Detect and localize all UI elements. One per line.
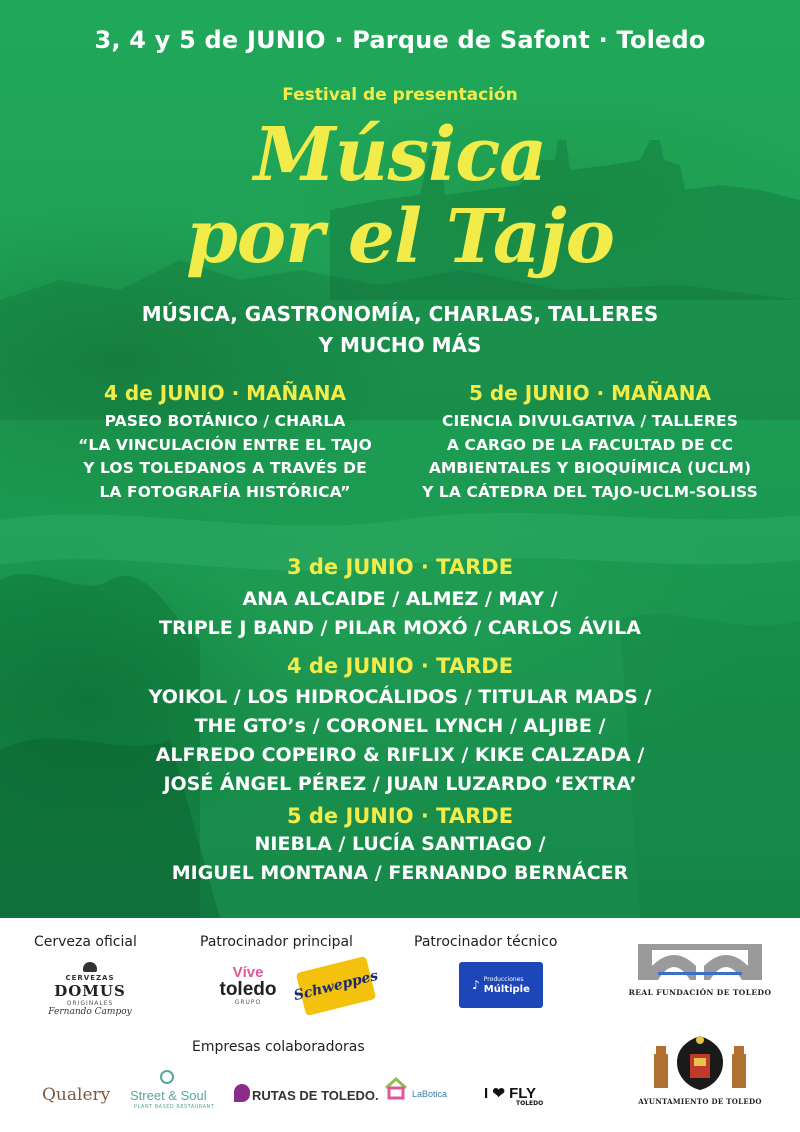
dates-venue-line: 3, 4 y 5 de JUNIO · Parque de Safont · Toledo	[94, 26, 706, 54]
label-collaborators: Empresas colaboradoras	[192, 1039, 365, 1055]
morning-line: “LA VINCULACIÓN ENTRE EL TAJO	[78, 435, 372, 454]
domus-logo	[40, 958, 140, 1020]
morning-line: A CARGO DE LA FACULTAD DE CC	[446, 435, 734, 454]
street-soul-subtext: PLANT BASED RESTAURANT	[134, 1104, 215, 1110]
fly-toledo-subtext: TOLEDO	[516, 1100, 544, 1107]
street-soul-logo: Street & Soul	[130, 1088, 207, 1103]
lineup-line: TRIPLE J BAND / PILAR MOXÓ / CARLOS ÁVILA	[159, 617, 641, 639]
morning-line: Y LOS TOLEDANOS A TRAVÉS DE	[83, 459, 367, 477]
multiple-icon: ♪	[472, 978, 480, 992]
toledo-coat-of-arms-icon	[652, 1032, 748, 1094]
label-beer-sponsor: Cerveza oficial	[34, 934, 137, 950]
afternoon-heading-june-4: 4 de JUNIO · TARDE	[286, 654, 514, 678]
street-soul-icon	[160, 1070, 174, 1084]
domus-emblem-icon	[83, 962, 97, 972]
vive-word: Víve	[232, 964, 264, 981]
lineup-line: ANA ALCAIDE / ALMEZ / MAY /	[242, 588, 558, 610]
morning-june-4	[45, 378, 405, 504]
domus-name-text: DOMUS	[54, 981, 126, 1000]
real-fundacion-label: REAL FUNDACIÓN DE TOLEDO	[628, 988, 772, 997]
multiple-small-text: Producciones	[483, 975, 524, 983]
morning-line: CIENCIA DIVULGATIVA / TALLERES	[442, 412, 738, 430]
producciones-multiple-logo	[459, 962, 543, 1008]
rutas-pin-icon	[234, 1084, 250, 1102]
morning-line: AMBIENTALES Y BIOQUÍMICA (UCLM)	[428, 459, 752, 477]
lineup-june-5	[0, 830, 800, 888]
afternoon-heading-june-3: 3 de JUNIO · TARDE	[286, 555, 514, 579]
bridge-emblem-icon	[638, 944, 762, 984]
morning-body	[45, 410, 405, 504]
labotica-logo: LaBotica	[412, 1089, 448, 1099]
morning-heading: 5 de JUNIO · MAÑANA	[469, 381, 711, 405]
lineup-line: YOIKOL / LOS HIDROCÁLIDOS / TITULAR MADS /	[148, 686, 652, 708]
festival-kicker: Festival de presentación	[282, 85, 518, 105]
lineup-line: NIEBLA / LUCÍA SANTIAGO /	[254, 833, 546, 855]
title-line-2: por el Tajo	[186, 194, 614, 280]
morning-line: PASEO BOTÁNICO / CHARLA	[104, 412, 346, 430]
morning-line: Y LA CÁTEDRA DEL TAJO-UCLM-SOLISS	[422, 482, 758, 501]
morning-heading: 4 de JUNIO · MAÑANA	[104, 381, 346, 405]
morning-body	[410, 410, 770, 504]
label-technical-sponsor: Patrocinador técnico	[414, 934, 558, 950]
lineup-line: JOSÉ ÁNGEL PÉREZ / JUAN LUZARDO ‘EXTRA’	[163, 773, 637, 795]
title-line-1: Música	[253, 112, 547, 198]
lineup-june-4	[0, 683, 800, 799]
toledo-word: toledo	[219, 979, 277, 1000]
subtitle-line-1: MÚSICA, GASTRONOMÍA, CHARLAS, TALLERES	[141, 302, 659, 326]
ayuntamiento-label: AYUNTAMIENTO DE TOLEDO	[638, 1097, 762, 1106]
lineup-line: MIGUEL MONTANA / FERNANDO BERNÁCER	[171, 862, 629, 884]
lineup-line: THE GTO’s / CORONEL LYNCH / ALJIBE /	[194, 715, 606, 737]
morning-june-5	[410, 378, 770, 504]
domus-signature: Fernando Campoy	[48, 1006, 132, 1017]
vive-toledo-logo	[208, 962, 288, 1010]
subtitle-line-2: Y MUCHO MÁS	[318, 333, 482, 357]
domus-top-text: CERVEZAS	[65, 973, 115, 982]
labotica-house-icon	[384, 1076, 408, 1100]
qualery-logo: Qualery	[42, 1085, 111, 1105]
grupo-word: GRUPO	[234, 999, 262, 1006]
label-main-sponsor: Patrocinador principal	[200, 934, 353, 950]
fly-toledo-logo: I ❤ FLY	[484, 1085, 537, 1102]
afternoon-heading-june-5: 5 de JUNIO · TARDE	[286, 804, 514, 828]
subtitle	[0, 299, 800, 361]
morning-line: LA FOTOGRAFÍA HISTÓRICA”	[99, 482, 351, 501]
lineup-june-3	[0, 585, 800, 643]
domus-sub-text: ORIGINALES	[66, 999, 114, 1007]
schweppes-text: Schweppes	[292, 967, 380, 1005]
rutas-de-toledo-logo: RUTAS DE TOLEDO.	[252, 1088, 379, 1103]
lineup-line: ALFREDO COPEIRO & RIFLIX / KIKE CALZADA /	[155, 744, 645, 766]
multiple-big-text: Múltiple	[483, 983, 530, 995]
